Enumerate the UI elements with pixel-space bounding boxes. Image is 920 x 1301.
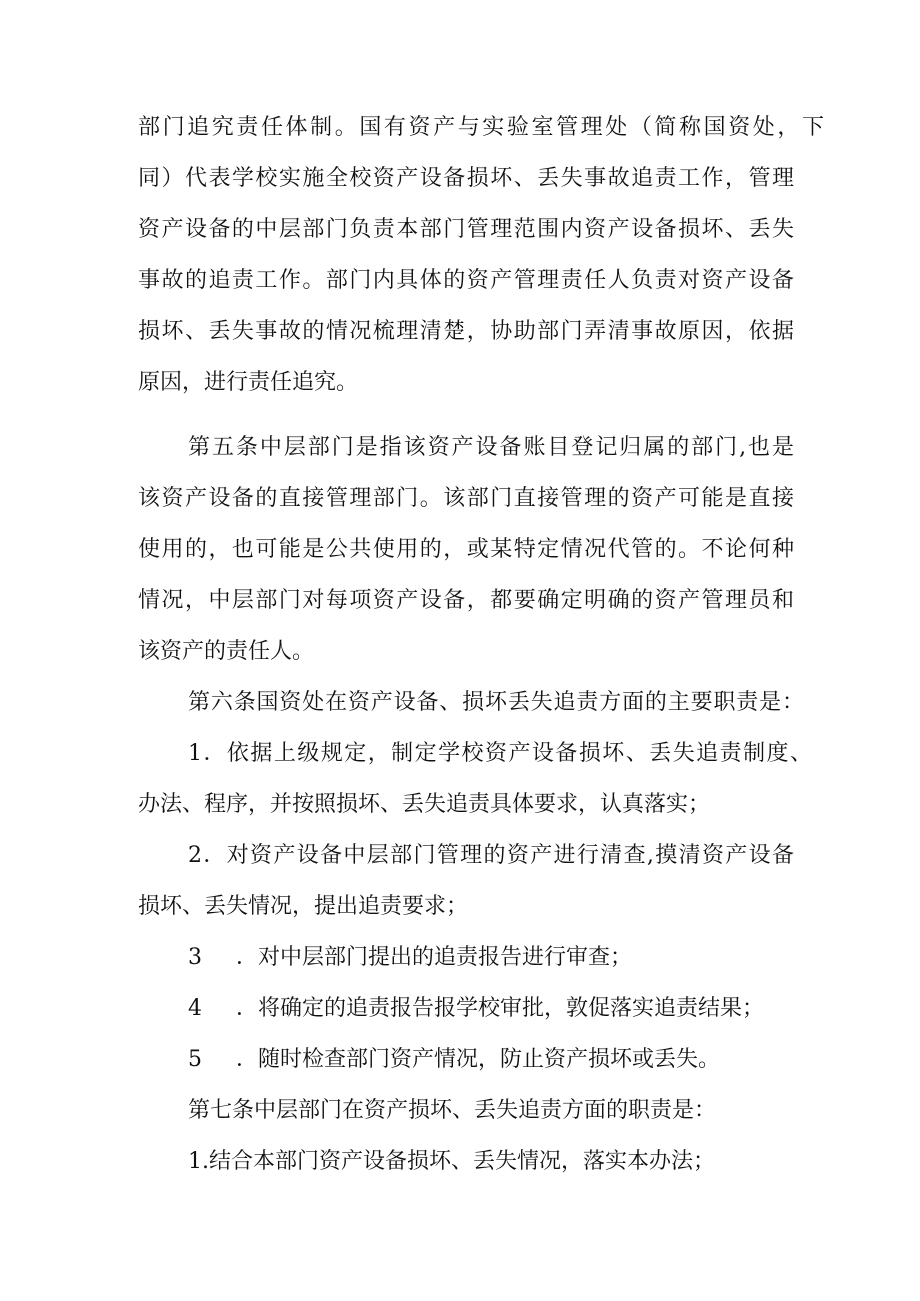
paragraph-1-line-1: 部门追究责任体制。国有资产与实验室管理处（简称国资处，下 <box>138 115 824 140</box>
paragraph-1-line-4: 事故的追责工作。部门内具体的资产管理责任人负责对资产设备 <box>138 268 794 293</box>
paragraph-1-line-6: 原因，进行责任追究。 <box>138 370 359 395</box>
paragraph-1-line-2: 同）代表学校实施全校资产设备损坏、丢失事故追责工作，管理 <box>138 166 794 191</box>
article-6-item-5 <box>188 1038 808 1082</box>
paragraph-2-line-4: 情况，中层部门对每项资产设备，都要确定明确的资产管理员和 <box>138 588 794 613</box>
article-6-item-3 <box>188 936 808 980</box>
paragraph-2-line-2: 该资产设备的直接管理部门。该部门直接管理的资产可能是直接 <box>138 486 794 511</box>
article-6-heading: 第六条国资处在资产设备、损坏丢失追责方面的主要职责是： <box>188 690 804 715</box>
article-6-item-4-number: 4 <box>188 996 202 1021</box>
article-6-item-3-text: ．对中层部门提出的追责报告进行审查； <box>236 945 633 970</box>
paragraph-1-line-3: 资产设备的中层部门负责本部门管理范围内资产设备损坏、丢失 <box>138 217 794 242</box>
article-6-item-2-line-2: 损坏、丢失情况，提出追责要求； <box>138 894 469 919</box>
article-6-item-3-number: 3 <box>188 945 202 970</box>
paragraph-2-line-5: 该资产的责任人。 <box>138 639 315 664</box>
article-6-item-4 <box>188 987 808 1031</box>
article-7-heading: 第七条中层部门在资产损坏、丢失追责方面的职责是： <box>188 1098 717 1123</box>
paragraph-1-line-5: 损坏、丢失事故的情况梳理清楚，协助部门弄清事故原因，依据 <box>138 319 794 344</box>
article-6-item-1-line-1: 1．依据上级规定，制定学校资产设备损坏、丢失追责制度、 <box>188 741 812 766</box>
article-6-item-5-number: 5 <box>188 1047 202 1072</box>
article-7-item-1: 1.结合本部门资产设备损坏、丢失情况，落实本办法； <box>188 1149 715 1174</box>
paragraph-2-line-1: 第五条中层部门是指该资产设备账目登记归属的部门,也是 <box>188 435 794 460</box>
paragraph-2-line-3: 使用的，也可能是公共使用的，或某特定情况代管的。不论何种 <box>138 537 794 562</box>
article-6-item-2-line-1: 2．对资产设备中层部门管理的资产进行清查,摸清资产设备 <box>188 843 794 868</box>
article-6-item-1-line-2: 办法、程序，并按照损坏、丢失追责具体要求，认真落实； <box>138 792 711 817</box>
article-6-item-5-text: ．随时检查部门资产情况，防止资产损坏或丢失。 <box>236 1047 721 1072</box>
article-6-item-4-text: ．将确定的追责报告报学校审批，敦促落实追责结果； <box>236 996 765 1021</box>
